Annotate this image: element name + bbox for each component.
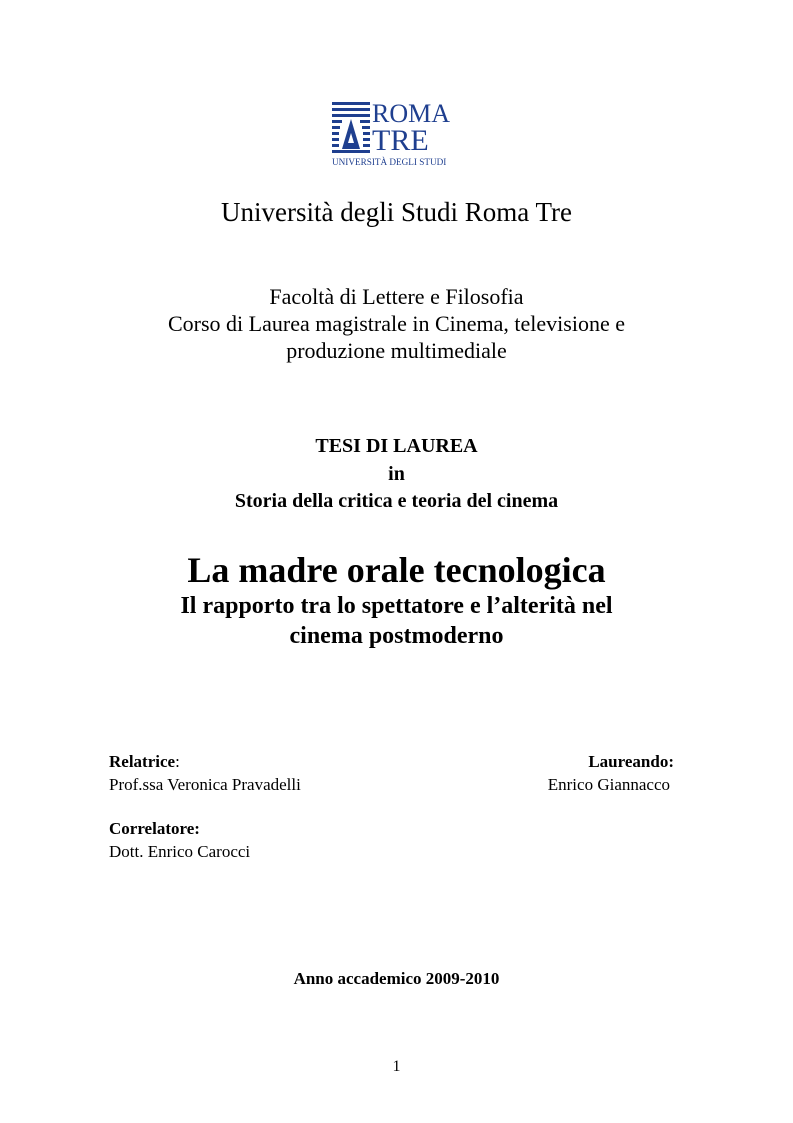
faculty-line-1: Facoltà di Lettere e Filosofia: [269, 284, 524, 309]
university-logo: [332, 100, 460, 170]
thesis-heading: TESI DI LAUREA: [315, 435, 478, 457]
advisor-label: [109, 751, 180, 773]
faculty-line-3: produzione multimediale: [286, 338, 507, 363]
logo-word-top: ROMA: [372, 100, 451, 128]
coadvisor-name: Dott. Enrico Carocci: [109, 842, 251, 861]
coadvisor-label: Correlatore:: [109, 819, 200, 838]
thesis-connector: in: [388, 462, 405, 485]
logo-caption: UNIVERSITÀ DEGLI STUDI: [332, 157, 447, 167]
advisor-label-text: Relatrice: [109, 752, 176, 771]
logo-word-bottom: TRE: [372, 124, 429, 157]
academic-year: Anno accademico 2009-2010: [293, 969, 500, 988]
thesis-subtitle-line-1: Il rapporto tra lo spettatore e l’alterità nel: [180, 593, 613, 619]
advisor-name: Prof.ssa Veronica Pravadelli: [109, 775, 301, 794]
page-number: 1: [392, 1058, 401, 1075]
thesis-subject: Storia della critica e teoria del cinema: [234, 490, 559, 512]
faculty-line-2: Corso di Laurea magistrale in Cinema, televisione e: [168, 311, 625, 336]
thesis-heading-block: [0, 433, 793, 516]
advisor-label-colon: :: [175, 752, 180, 771]
faculty-block: [0, 283, 793, 364]
candidate-name: Enrico Giannacco: [547, 775, 670, 794]
thesis-subtitle: [0, 591, 793, 651]
roma-tre-logo-graphic: [332, 100, 460, 170]
thesis-title: La madre orale tecnologica: [187, 550, 606, 590]
thesis-subtitle-line-2: cinema postmoderno: [289, 623, 504, 649]
university-name: Università degli Studi Roma Tre: [221, 197, 572, 227]
candidate-label: Laureando:: [588, 752, 674, 771]
